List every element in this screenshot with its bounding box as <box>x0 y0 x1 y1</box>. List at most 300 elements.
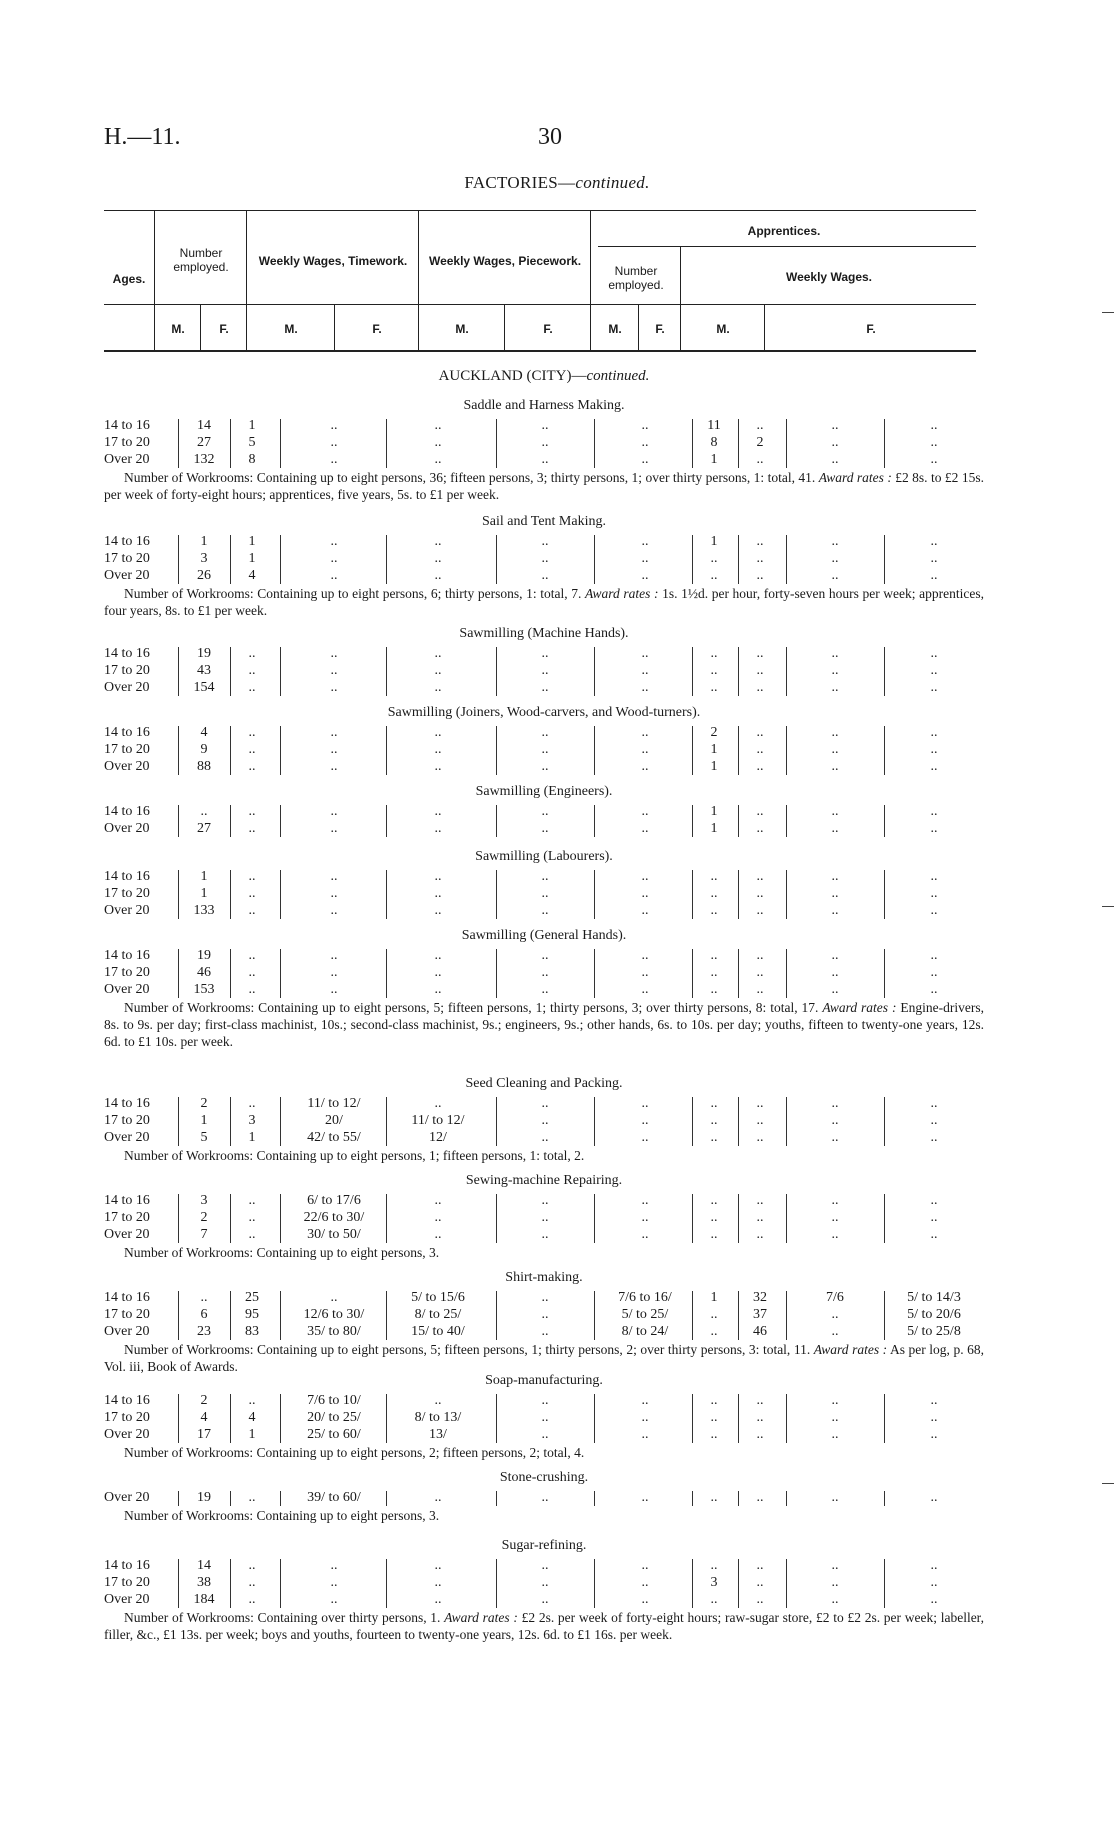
apprentice-wage-m-cell: .. <box>831 1575 839 1590</box>
apprentice-wage-f-cell: .. <box>930 804 938 819</box>
employed-m-cell: 14 <box>197 418 211 433</box>
employed-m-cell: 1 <box>200 1113 208 1128</box>
employed-f-cell: 95 <box>245 1307 259 1322</box>
column-rule <box>386 1291 387 1340</box>
apprentice-m-cell: .. <box>710 1307 718 1322</box>
column-rule <box>692 1194 693 1243</box>
employed-f-cell: .. <box>248 1193 256 1208</box>
column-rule <box>178 726 179 775</box>
employed-m-cell: 17 <box>197 1427 211 1442</box>
table-row <box>104 1490 984 1507</box>
age-cell: Over 20 <box>104 821 150 836</box>
timework-m-cell: 20/ to 25/ <box>307 1410 361 1425</box>
column-rule <box>786 419 787 468</box>
piecework-m-cell: .. <box>541 886 549 901</box>
piecework-m-cell: .. <box>541 1575 549 1590</box>
apprentice-wage-m-cell: .. <box>831 646 839 661</box>
piecework-f-cell: .. <box>641 742 649 757</box>
apprentice-m-cell: .. <box>710 903 718 918</box>
timework-f-cell: .. <box>434 1393 442 1408</box>
age-cell: 17 to 20 <box>104 1307 150 1322</box>
apprentice-m-cell: 1 <box>710 759 718 774</box>
timework-m-cell: .. <box>330 759 338 774</box>
timework-m-cell: .. <box>330 1592 338 1607</box>
employed-f-cell: 8 <box>248 452 256 467</box>
age-cell: 17 to 20 <box>104 886 150 901</box>
apprentice-m-cell: .. <box>710 965 718 980</box>
column-rule <box>594 647 595 696</box>
age-cell: 14 to 16 <box>104 1290 150 1305</box>
timework-f-cell: .. <box>434 903 442 918</box>
column-rule <box>496 949 497 998</box>
employed-f-cell: .. <box>248 869 256 884</box>
piecework-f-cell: .. <box>641 680 649 695</box>
piecework-f-cell: .. <box>641 551 649 566</box>
employed-m-cell: 4 <box>200 725 208 740</box>
apprentice-wage-m-cell: .. <box>831 1193 839 1208</box>
timework-f-cell: 5/ to 15/6 <box>411 1290 465 1305</box>
age-cell: 14 to 16 <box>104 1096 150 1111</box>
apprentice-f-cell: .. <box>756 886 764 901</box>
column-rule <box>230 535 231 584</box>
employed-f-cell: .. <box>248 680 256 695</box>
apprentice-wage-m-cell: .. <box>831 903 839 918</box>
column-rule <box>230 419 231 468</box>
apprentice-f-cell: .. <box>756 1113 764 1128</box>
employed-m-cell: 1 <box>200 869 208 884</box>
timework-f-cell: .. <box>434 725 442 740</box>
apprentice-m-cell: .. <box>710 1193 718 1208</box>
employed-f-cell: 1 <box>248 1130 256 1145</box>
employed-f-cell: 25 <box>245 1290 259 1305</box>
column-rule <box>280 1291 281 1340</box>
timework-f-cell: .. <box>434 948 442 963</box>
table-row <box>104 1324 984 1341</box>
margin-mark <box>1102 1483 1114 1484</box>
table-row <box>104 1130 984 1147</box>
timework-f-cell: 13/ <box>429 1427 447 1442</box>
apprentice-m-cell: 1 <box>710 452 718 467</box>
piecework-m-cell: .. <box>541 1307 549 1322</box>
section-title: Sawmilling (Labourers). <box>475 849 613 864</box>
column-rule <box>230 1491 231 1506</box>
column-rule <box>884 535 885 584</box>
column-rule <box>594 726 595 775</box>
employed-m-cell: 19 <box>197 1490 211 1505</box>
piecework-m-cell: .. <box>541 680 549 695</box>
apprentice-wage-m-cell: .. <box>831 804 839 819</box>
timework-m-cell: 12/6 to 30/ <box>303 1307 365 1322</box>
workrooms-note <box>104 1341 984 1375</box>
timework-m-cell: 20/ <box>325 1113 343 1128</box>
employed-f-cell: .. <box>248 1227 256 1242</box>
section-title: Soap-manufacturing. <box>485 1373 603 1388</box>
workrooms-note <box>104 1244 984 1261</box>
timework-m-cell: 11/ to 12/ <box>307 1096 361 1111</box>
employed-m-cell: 7 <box>200 1227 208 1242</box>
apprentice-wage-f-cell: .. <box>930 1130 938 1145</box>
column-rule <box>884 419 885 468</box>
employed-f-cell: 4 <box>248 1410 256 1425</box>
piecework-f-cell: .. <box>641 869 649 884</box>
apprentice-wage-m-cell: .. <box>831 1592 839 1607</box>
apprentice-wage-f-cell: .. <box>930 1427 938 1442</box>
table-row <box>104 869 984 886</box>
column-rule <box>496 805 497 837</box>
apprentice-wage-m-cell: .. <box>831 418 839 433</box>
apprentice-m-cell: .. <box>710 982 718 997</box>
column-rule <box>280 1559 281 1608</box>
timework-m-cell: .. <box>330 742 338 757</box>
employed-f-cell: 1 <box>248 551 256 566</box>
column-rule <box>280 949 281 998</box>
employed-m-cell: 154 <box>193 680 215 695</box>
apprentice-f-cell: .. <box>756 948 764 963</box>
apprentice-f-cell: .. <box>756 1393 764 1408</box>
table-row <box>104 452 984 469</box>
header-ages: Ages. <box>112 272 146 286</box>
column-rule <box>692 1491 693 1506</box>
column-rule <box>386 647 387 696</box>
employed-m-cell: 26 <box>197 568 211 583</box>
age-cell: 14 to 16 <box>104 804 150 819</box>
column-rule <box>386 535 387 584</box>
column-rule <box>386 419 387 468</box>
apprentice-m-cell: .. <box>710 869 718 884</box>
col-divider <box>154 210 155 350</box>
award-rates-text: 1s. 1½d. per hour, forty-seven hours per week; apprentices, four years, 8s. to £1 per week. <box>104 586 984 618</box>
timework-f-cell: .. <box>434 1210 442 1225</box>
piecework-f-cell: .. <box>641 418 649 433</box>
apprentice-wage-m-cell: .. <box>831 568 839 583</box>
table-row <box>104 1193 984 1210</box>
column-rule <box>496 1559 497 1608</box>
apprentice-m-cell: .. <box>710 1113 718 1128</box>
column-rule <box>386 1559 387 1608</box>
apprentice-f-cell: .. <box>756 1130 764 1145</box>
age-cell: 17 to 20 <box>104 965 150 980</box>
apprentice-wage-m-cell: .. <box>831 1130 839 1145</box>
column-rule <box>692 805 693 837</box>
column-rule <box>692 1559 693 1608</box>
column-rule <box>496 1194 497 1243</box>
column-rule <box>884 949 885 998</box>
timework-m-cell: 42/ to 55/ <box>307 1130 361 1145</box>
employed-m-cell: 2 <box>200 1210 208 1225</box>
employed-f-cell: .. <box>248 1558 256 1573</box>
apprentice-wage-m-cell: .. <box>831 663 839 678</box>
apprentice-wage-f-cell: .. <box>930 551 938 566</box>
column-rule <box>178 1394 179 1443</box>
piecework-m-cell: .. <box>541 1592 549 1607</box>
age-cell: Over 20 <box>104 759 150 774</box>
timework-m-cell: 22/6 to 30/ <box>303 1210 365 1225</box>
apprentice-wage-m-cell: .. <box>831 1113 839 1128</box>
column-rule <box>178 535 179 584</box>
column-rule <box>738 1491 739 1506</box>
apprentice-wage-f-cell: .. <box>930 1193 938 1208</box>
workrooms-text: Number of Workrooms: Containing up to eight persons, 3. <box>124 1508 440 1523</box>
apprentice-m-cell: 1 <box>710 1290 718 1305</box>
apprentice-wage-f-cell: .. <box>930 742 938 757</box>
award-rates-text: £2 8s. to £2 15s. per week of forty-eight hours; apprentices, five years, 5s. to £1 per week. <box>104 470 984 502</box>
timework-f-cell: .. <box>434 886 442 901</box>
apprentice-f-cell: .. <box>756 982 764 997</box>
apprentice-m-cell: 2 <box>710 725 718 740</box>
apprentice-wage-f-cell: .. <box>930 982 938 997</box>
column-rule <box>594 949 595 998</box>
timework-f-cell: .. <box>434 680 442 695</box>
timework-f-cell: .. <box>434 1592 442 1607</box>
table-row <box>104 1210 984 1227</box>
apprentice-f-cell: .. <box>756 452 764 467</box>
column-rule <box>280 1097 281 1146</box>
column-rule <box>230 647 231 696</box>
apprentice-f-cell: .. <box>756 1427 764 1442</box>
piecework-f-cell: .. <box>641 903 649 918</box>
employed-m-cell: .. <box>200 804 208 819</box>
apprentice-wage-m-cell: .. <box>831 1307 839 1322</box>
apprentice-f-cell: .. <box>756 680 764 695</box>
header-f: F. <box>372 322 382 336</box>
column-rule <box>786 535 787 584</box>
timework-f-cell: .. <box>434 551 442 566</box>
header-f: F. <box>866 322 876 336</box>
apprentice-m-cell: .. <box>710 1490 718 1505</box>
column-rule <box>230 1291 231 1340</box>
timework-f-cell: .. <box>434 418 442 433</box>
timework-m-cell: .. <box>330 1290 338 1305</box>
employed-m-cell: 19 <box>197 948 211 963</box>
employed-m-cell: 9 <box>200 742 208 757</box>
employed-m-cell: 23 <box>197 1324 211 1339</box>
column-rule <box>786 1559 787 1608</box>
column-rule <box>738 870 739 919</box>
workrooms-text: Number of Workrooms: Containing up to eight persons, 5; fifteen persons, 1; thirty persons, 3; over thirty persons, 8: total, 17. <box>124 1000 819 1015</box>
column-rule <box>786 1394 787 1443</box>
apprentice-f-cell: .. <box>756 663 764 678</box>
age-cell: 14 to 16 <box>104 725 150 740</box>
piecework-m-cell: .. <box>541 821 549 836</box>
apprentice-wage-f-cell: .. <box>930 1393 938 1408</box>
column-rule <box>178 1559 179 1608</box>
apprentice-wage-m-cell: .. <box>831 869 839 884</box>
apprentice-wage-f-cell: .. <box>930 1592 938 1607</box>
header-weekly-timework: Weekly Wages, Timework. <box>258 254 408 268</box>
column-rule <box>738 1394 739 1443</box>
table-row <box>104 1575 984 1592</box>
column-rule <box>496 1291 497 1340</box>
apprentice-wage-f-cell: .. <box>930 1558 938 1573</box>
piecework-m-cell: .. <box>541 418 549 433</box>
apprentice-wage-m-cell: .. <box>831 948 839 963</box>
apprentice-wage-f-cell: .. <box>930 759 938 774</box>
column-rule <box>594 1394 595 1443</box>
apprentice-m-cell: .. <box>710 1427 718 1442</box>
apprentice-wage-f-cell: .. <box>930 1410 938 1425</box>
apprentice-wage-f-cell: .. <box>930 886 938 901</box>
column-rule <box>692 1097 693 1146</box>
column-rule <box>496 1491 497 1506</box>
table-header <box>104 210 976 354</box>
column-rule <box>786 1194 787 1243</box>
column-rule <box>786 870 787 919</box>
column-rule <box>230 1559 231 1608</box>
column-rule <box>496 1394 497 1443</box>
age-cell: Over 20 <box>104 1227 150 1242</box>
column-rule <box>496 1097 497 1146</box>
apprentice-wage-m-cell: .. <box>831 1490 839 1505</box>
employed-f-cell: .. <box>248 742 256 757</box>
col-divider <box>334 304 335 350</box>
column-rule <box>884 870 885 919</box>
employed-m-cell: 27 <box>197 821 211 836</box>
piecework-m-cell: .. <box>541 948 549 963</box>
apprentice-wage-f-cell: .. <box>930 534 938 549</box>
column-rule <box>738 1097 739 1146</box>
column-rule <box>386 870 387 919</box>
apprentice-f-cell: .. <box>756 1575 764 1590</box>
column-rule <box>280 1491 281 1506</box>
timework-f-cell: 12/ <box>429 1130 447 1145</box>
employed-m-cell: 19 <box>197 646 211 661</box>
apprentice-f-cell: .. <box>756 1410 764 1425</box>
employed-m-cell: 6 <box>200 1307 208 1322</box>
section-title: Sawmilling (General Hands). <box>461 928 627 943</box>
piecework-m-cell: .. <box>541 663 549 678</box>
age-cell: Over 20 <box>104 1130 150 1145</box>
apprentice-f-cell: .. <box>756 568 764 583</box>
apprentice-wage-m-cell: .. <box>831 1096 839 1111</box>
column-rule <box>738 805 739 837</box>
apprentice-wage-m-cell: .. <box>831 821 839 836</box>
timework-f-cell: .. <box>434 821 442 836</box>
apprentice-m-cell: .. <box>710 1210 718 1225</box>
timework-m-cell: .. <box>330 903 338 918</box>
employed-m-cell: 3 <box>200 551 208 566</box>
title-main: FACTORIES— <box>464 173 576 192</box>
employed-f-cell: 1 <box>248 418 256 433</box>
timework-m-cell: 6/ to 17/6 <box>307 1193 361 1208</box>
column-rule <box>386 1491 387 1506</box>
employed-m-cell: 38 <box>197 1575 211 1590</box>
piecework-m-cell: .. <box>541 452 549 467</box>
piecework-f-cell: .. <box>641 663 649 678</box>
award-rates-label: Award rates : <box>818 470 892 485</box>
section-title: Shirt-making. <box>505 1270 583 1285</box>
piecework-m-cell: .. <box>541 742 549 757</box>
section-title: Saddle and Harness Making. <box>463 398 625 413</box>
age-cell: 17 to 20 <box>104 551 150 566</box>
piecework-m-cell: .. <box>541 1227 549 1242</box>
section-title: Sail and Tent Making. <box>482 514 606 529</box>
margin-mark <box>1102 312 1114 313</box>
table-row <box>104 551 984 568</box>
apprentice-wage-f-cell: 5/ to 25/8 <box>907 1324 961 1339</box>
column-rule <box>738 1559 739 1608</box>
timework-f-cell: .. <box>434 982 442 997</box>
employed-m-cell: .. <box>200 1290 208 1305</box>
column-rule <box>496 870 497 919</box>
piecework-f-cell: .. <box>641 435 649 450</box>
employed-m-cell: 2 <box>200 1393 208 1408</box>
col-divider <box>680 246 681 350</box>
column-rule <box>738 647 739 696</box>
employed-f-cell: .. <box>248 1393 256 1408</box>
employed-m-cell: 27 <box>197 435 211 450</box>
workrooms-text: Number of Workrooms: Containing up to eight persons, 2; fifteen persons, 2; total, 4. <box>124 1445 585 1460</box>
age-cell: 17 to 20 <box>104 1113 150 1128</box>
apprentice-f-cell: .. <box>756 804 764 819</box>
header-bottom-rule <box>104 350 976 352</box>
employed-m-cell: 1 <box>200 534 208 549</box>
column-rule <box>594 870 595 919</box>
apprentice-f-cell: .. <box>756 821 764 836</box>
apprentice-m-cell: .. <box>710 646 718 661</box>
employed-f-cell: 3 <box>248 1113 256 1128</box>
apprentice-wage-f-cell: .. <box>930 725 938 740</box>
column-rule <box>692 870 693 919</box>
timework-f-cell: .. <box>434 663 442 678</box>
apprentice-wage-m-cell: .. <box>831 965 839 980</box>
col-divider <box>200 304 201 350</box>
employed-f-cell: .. <box>248 886 256 901</box>
header-apprentices: Apprentices. <box>747 224 821 238</box>
age-cell: Over 20 <box>104 982 150 997</box>
piecework-m-cell: .. <box>541 1393 549 1408</box>
col-divider <box>764 304 765 350</box>
timework-f-cell: .. <box>434 1575 442 1590</box>
column-rule <box>884 1394 885 1443</box>
apprentice-wage-f-cell: .. <box>930 821 938 836</box>
apprentice-wage-f-cell: .. <box>930 1490 938 1505</box>
piecework-m-cell: .. <box>541 646 549 661</box>
table-row <box>104 903 984 920</box>
timework-m-cell: .. <box>330 435 338 450</box>
apprentice-m-cell: 1 <box>710 534 718 549</box>
apprentice-f-cell: .. <box>756 903 764 918</box>
workrooms-text: Number of Workrooms: Containing up to eight persons, 1; fifteen persons, 1: total, 2. <box>124 1148 585 1163</box>
table-row <box>104 1227 984 1244</box>
workrooms-text: Number of Workrooms: Containing up to eight persons, 6; thirty persons, 1: total, 7. <box>124 586 582 601</box>
section-title: Sugar-refining. <box>501 1538 587 1553</box>
page-title <box>0 173 1114 193</box>
piecework-f-cell: .. <box>641 948 649 963</box>
apprentice-m-cell: .. <box>710 1410 718 1425</box>
piecework-f-cell: .. <box>641 534 649 549</box>
column-rule <box>594 1559 595 1608</box>
apprentice-wage-m-cell: .. <box>831 1324 839 1339</box>
column-rule <box>594 805 595 837</box>
timework-f-cell: .. <box>434 435 442 450</box>
employed-f-cell: 83 <box>245 1324 259 1339</box>
apprentice-wage-m-cell: .. <box>831 1210 839 1225</box>
header-m: M. <box>284 322 298 336</box>
piecework-m-cell: .. <box>541 1290 549 1305</box>
apprentice-f-cell: .. <box>756 646 764 661</box>
age-cell: 14 to 16 <box>104 534 150 549</box>
award-rates-label: Award rates : <box>444 1610 518 1625</box>
timework-m-cell: .. <box>330 452 338 467</box>
column-rule <box>178 1291 179 1340</box>
timework-m-cell: 25/ to 60/ <box>307 1427 361 1442</box>
apprentice-f-cell: .. <box>756 725 764 740</box>
piecework-m-cell: .. <box>541 1193 549 1208</box>
header-m: M. <box>171 322 185 336</box>
table-row <box>104 804 984 821</box>
column-rule <box>692 535 693 584</box>
column-rule <box>786 805 787 837</box>
